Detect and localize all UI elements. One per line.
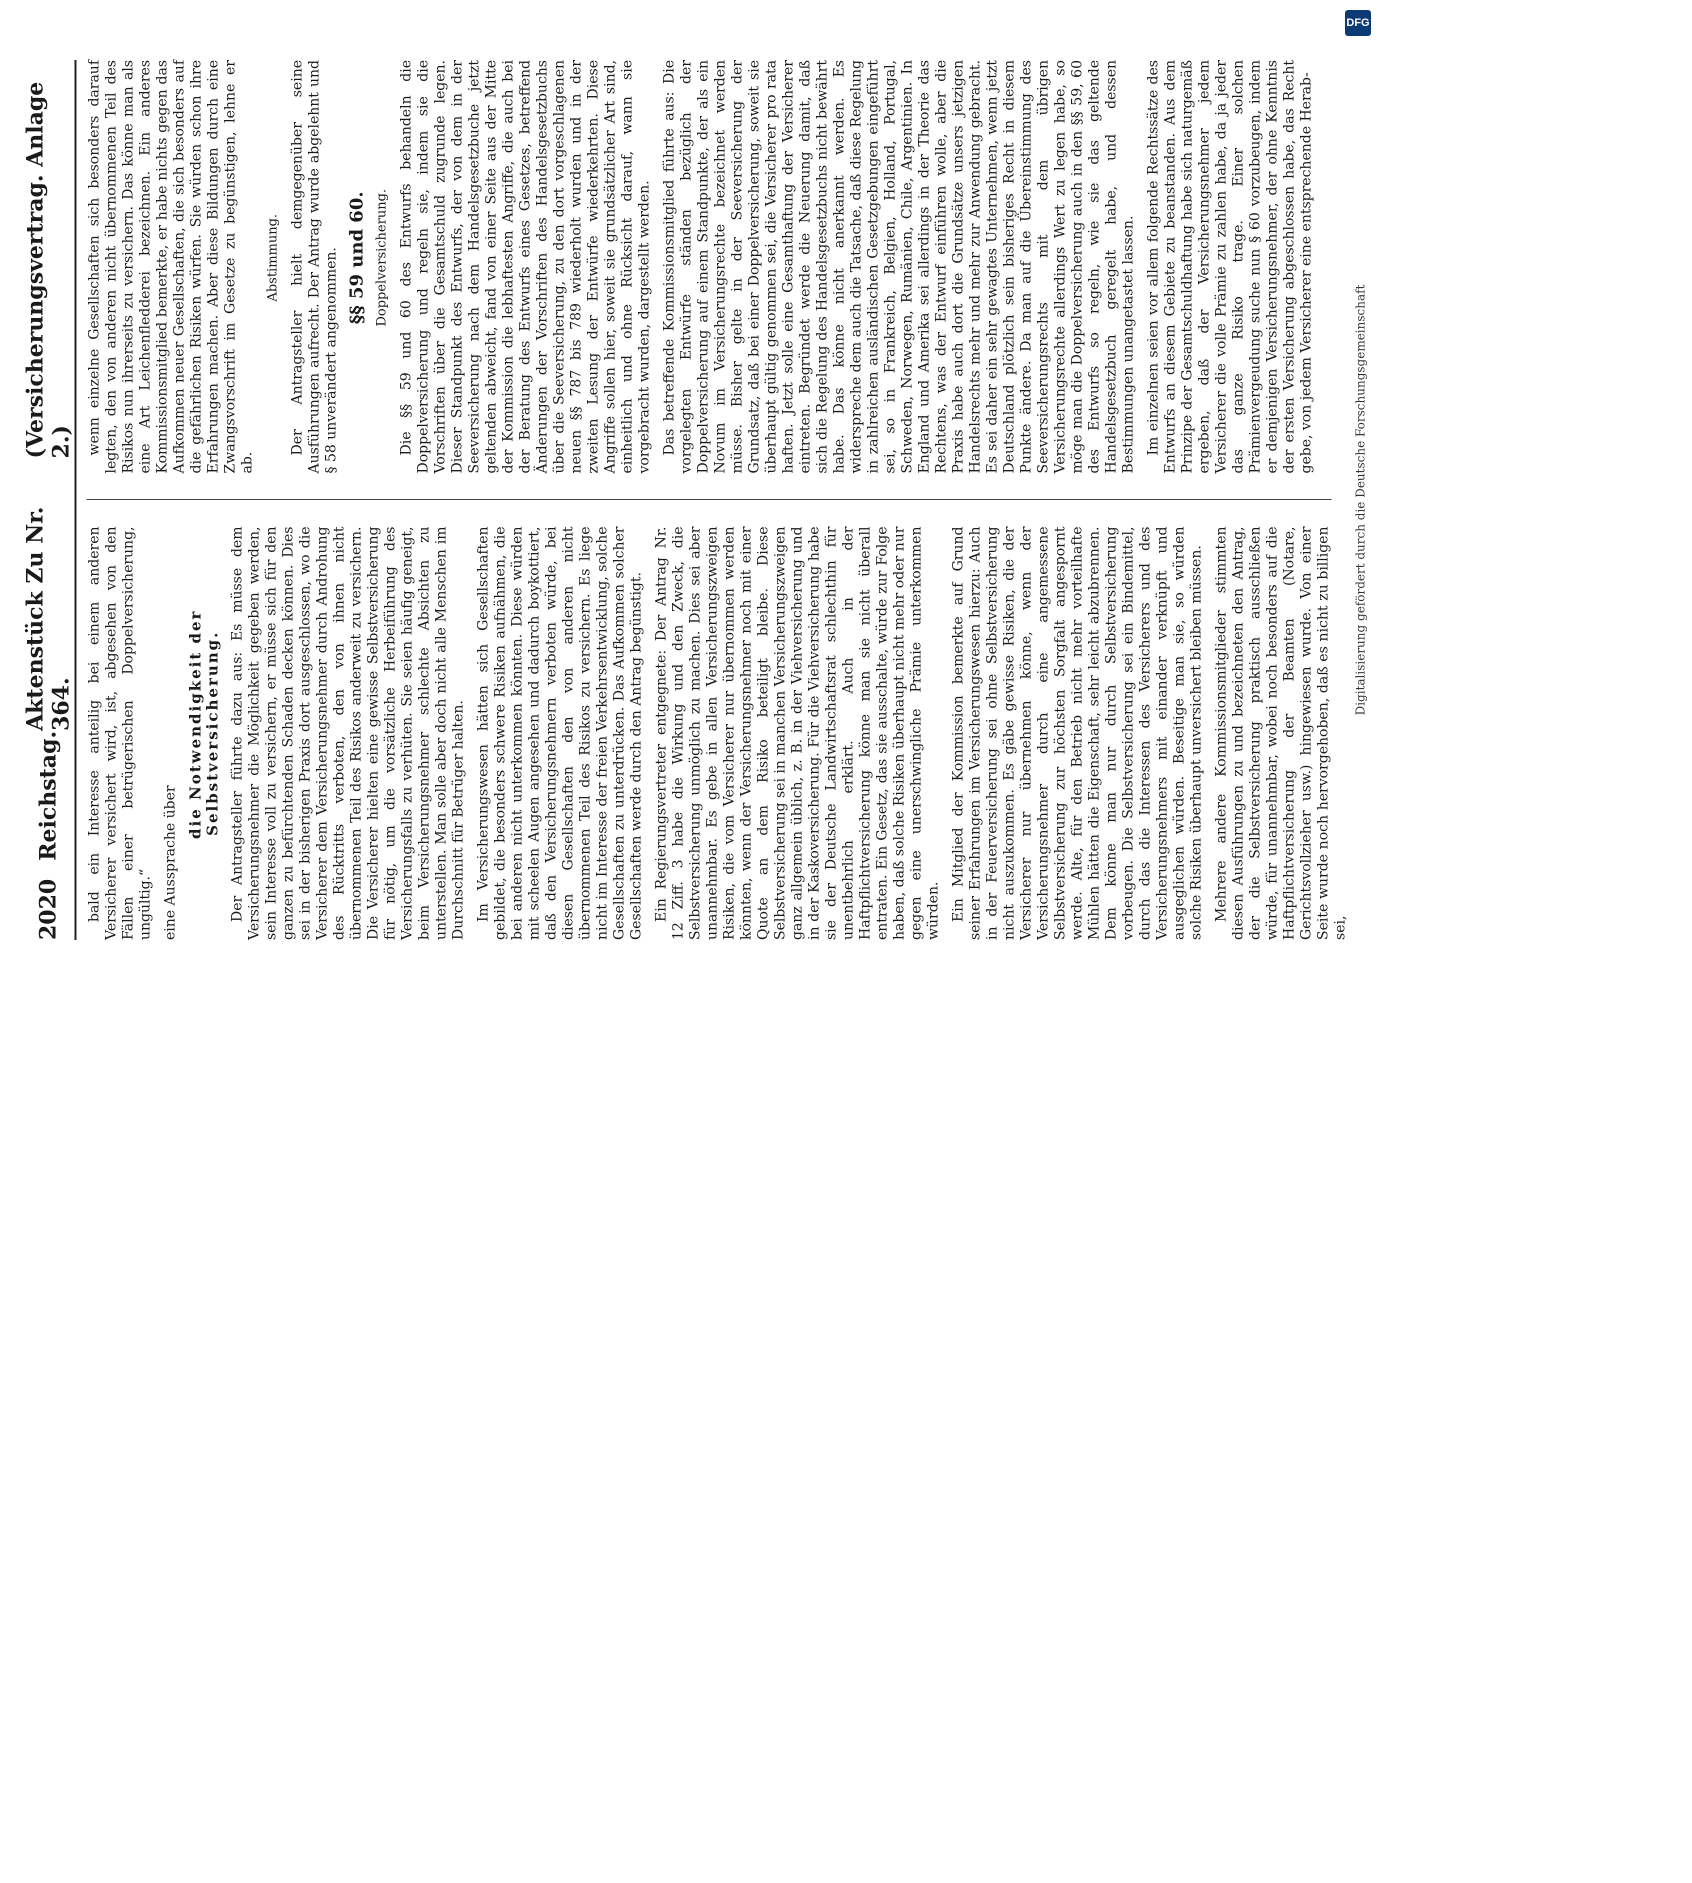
- page-number: 2020: [35, 878, 61, 940]
- header-left-label: Reichstag.: [35, 730, 61, 861]
- left-para: bald ein Interesse anteilig bei einem anderen Versicherer versichert wird, ist, abgesehen von den Fällen einer betrügerischen Doppelversicherung, ungültig.“: [86, 526, 153, 940]
- right-para: wenn einzelne Gesellschaften sich besonders darauf legten, den von anderen nicht übernommenen Teil des Risikos nun ihrerseits zu versichern. Das könne man als eine Art Leichenfledderei bezeichnen. Ein anderes Kommissionsmitglied bemerkte, er habe nichts gegen das Aufkommen neuer Gesellschaften, die sich besonders auf die gefährlichen Risiken würfen. Sie würden schon ihre Erfahrungen machen. Aber diese Bildungen durch eine Zwangsvorschrift im Gesetze zu begünstigen, lehne er ab.: [86, 60, 255, 474]
- subsection-heading: Doppelversicherung.: [374, 188, 389, 327]
- header-rule: [74, 60, 76, 940]
- text-columns: [86, 60, 1348, 940]
- header-right-label: (Versicherungsvertrag. Anlage 2.): [22, 81, 74, 459]
- page-header: [22, 60, 74, 940]
- right-column: [86, 60, 1331, 474]
- section-heading: die Notwendigkeit der Selbstversicherung.: [186, 609, 221, 839]
- right-para: Im einzelnen seien vor allem folgende Rechtssätze des Entwurfs an diesem Gebiete zu beanstanden. Aus dem Prinzipe der Gesamtschuldhaftung habe sich naturgemäß ergeben, daß der Versicherungsnehmer jedem Versicherer die volle Prämie zu zahlen habe, da ja jeder das ganze Risiko trage. Einer solchen Prämienvergeudung suche nun § 60 vorzubeugen, indem er demjenigen Versicherungsnehmer, der ohne Kenntnis der ersten Versicherung abgeschlossen habe, das Recht gebe, von jedem Versicherer eine entsprechende Herab-: [1145, 60, 1314, 474]
- left-column: [86, 526, 1348, 941]
- left-para: Ein Regierungsvertreter entgegnete: Der Antrag Nr. 12 Ziff. 3 habe die Wirkung und den Zweck, die Selbstversicherung unmöglich zu machen. Dies sei aber unannehmbar. Es gebe in allen Versicherungszweigen Risiken, die vom Versicherer nur übernommen werden könnten, wenn der Versicherungsnehmer noch mit einer Quote an dem Risiko beteiligt bleibe. Diese Selbstversicherung sei in manchen Versicherungszweigen ganz allgemein üblich, z. B. in der Viehversicherung und in der Kaskoversicherung. Für die Viehversicherung habe sie der Deutsche Landwirtschaftsrat schlechthin für unentbehrlich erklärt. Auch in der Haftpflichtversicherung könne man sie nicht überall entraten. Ein Gesetz, das sie ausschalte, würde zur Folge haben, daß solche Risiken überhaupt nicht mehr oder nur gegen eine unerschwingliche Prämie unterkommen würden.: [653, 526, 941, 940]
- left-para: Mehrere andere Kommissionsmitglieder stimmten diesen Ausführungen zu und bezeichneten den Antrag, der die Selbstversicherung praktisch ausschließen würde, für unannehmbar, wobei noch besonders auf die Haftpflichtversicherung der Beamten (Notare, Gerichtsvollzieher usw.) hingewiesen wurde. Von einer Seite wurde noch hervorgehoben, daß es nicht zu billigen sei,: [1213, 526, 1348, 940]
- vote-heading: Abstimmung.: [265, 213, 280, 302]
- left-para: Ein Mitglied der Kommission bemerkte auf Grund seiner Erfahrungen im Versicherungswesen hierzu: Auch in der Feuerversicherung sei ohne Selbstversicherung nicht auszukommen. Es gäbe gewisse Risiken, die der Versicherer nur übernehmen könne, wenn der Versicherungsnehmer durch eine angemessene Selbstversicherung zur höchsten Sorgfalt angespornt werde. Alte, für den Betrieb nicht mehr vorteilhafte Mühlen hätten die Eigenschaft, sehr leicht abzubrennen. Dem könne man nur durch Selbstversicherung vorbeugen. Die Selbstversicherung sei ein Bindemittel, durch das die Interessen des Versicherers und des Versicherungsnehmers mit einander verknüpft und ausgeglichen würden. Beseitige man sie, so würden solche Risiken überhaupt unversichert bleiben müssen.: [950, 526, 1204, 940]
- column-divider: [86, 500, 1331, 501]
- left-para: Im Versicherungswesen hätten sich Gesellschaften gebildet, die besonders schwere Risiken aufnähmen, die bei anderen nicht unterkommen könnten. Diese würden mit scheelen Augen angesehen und dadurch boykottiert, daß den Versicherungsnehmern verboten würde, bei diesen Gesellschaften den von anderen nicht übernommenen Teil des Risikos zu versichern. Es liege nicht im Interesse der freien Verkehrsentwicklung, solche Gesellschaften zu unterdrücken. Das Aufkommen solcher Gesellschaften werde durch den Antrag begünstigt.: [475, 526, 644, 940]
- right-para: Das betreffende Kommissionsmitglied führte aus: Die vorgelegten Entwürfe ständen bezüglich der Doppelversicherung auf einem Standpunkte, der als ein Novum im Versicherungsrechte bezeichnet werden müsse. Bisher gelte in der Seeversicherung der Grundsatz, daß bei einer Doppelversicherung, soweit sie überhaupt gültig genommen sei, die Versicherer pro rata haften. Jetzt solle eine Gesamthaftung der Versicherer eintreten. Begründet werde die Neuerung damit, daß sich die Regelung des Handelsgesetzbuchs nicht bewährt habe. Das könne nicht anerkannt werden. Es widerspreche dem auch die Tatsache, daß diese Regelung in zahlreichen ausländischen Gesetzgebungen eingeführt sei, so in Frankreich, Belgien, Holland, Portugal, Schweden, Norwegen, Rumänien, Chile, Argentinien. In England und Amerika sei allerdings in der Theorie das Rechtens, was der Entwurf einführen wolle, aber die Praxis habe auch dort die Grundsätze unsers jetzigen Handelsrechts mehr und mehr zur Anwendung gebracht. Es sei daher ein sehr gewagtes Unternehmen, wenn jetzt Deutschland plötzlich sein bisheriges Recht in diesem Punkte ändere. Da man auf die Übereinstimmung des Seeversicherungsrechts mit dem übrigen Versicherungsrechte allerdings Wert zu legen habe, so möge man die Doppelversicherung auch in den §§ 59, 60 des Entwurfs so regeln, wie sie das geltende Handelsgesetzbuch geregelt habe, und dessen Bestimmungen unangetastet lassen.: [661, 60, 1136, 474]
- dfg-logo: DFG: [1345, 10, 1371, 36]
- side-note: Digitalisierung gefördert durch die Deutsche Forschungsgemeinschaft: [1353, 284, 1367, 716]
- right-para: Der Antragsteller hielt demgegenüber seine Ausführungen aufrecht. Der Antrag wurde abgelehnt und § 58 unverändert angenommen.: [289, 60, 339, 474]
- left-para: Der Antragsteller führte dazu aus: Es müsse dem Versicherungsnehmer die Möglichkeit gegeben werden, sein Interesse voll zu versichern, er müsse sich für den ganzen zu befürchtenden Schaden decken können. Dies sei in der bisherigen Praxis dort ausgeschlossen, wo die Versicherer dem Versicherungsnehmer durch Androhung des Rücktritts verboten, den von ihnen nicht übernommenen Teil des Risikos anderweit zu versichern. Die Versicherer hielten eine gewisse Selbstversicherung für nötig, um die vorsätzliche Herbeiführung des Versicherungsfalls zu verhüten. Sie seien häufig geneigt, beim Versicherungsnehmer schlechte Absichten zu unterstellen. Man solle aber doch nicht alle Menschen im Durchschnitt für Betrüger halten.: [229, 526, 466, 940]
- left-para: eine Aussprache über: [162, 785, 178, 940]
- right-para: Die §§ 59 und 60 des Entwurfs behandeln die Doppelversicherung und regeln sie, indem sie die Vorschriften über die Gesamtschuld zugrunde legen. Dieser Standpunkt des Entwurfs, der von dem in der Seeversicherung nach dem Handelsgesetzbuche jetzt geltenden abweicht, fand von einer Seite aus der Mitte der Kommission die lebhaftesten Angriffe, die auch bei der Beratung des Entwurfs eines Gesetzes, betreffend Änderungen der Vorschriften des Handelsgesetzbuchs über die Seeversicherung, zu den dort vorgeschlagenen neuen §§ 787 bis 789 wiederholt wurden und in der zweiten Lesung der Entwürfe wiederkehrten. Diese Angriffe sollen hier, soweit sie grundsätzlicher Art sind, einheitlich und ohne Rücksicht darauf, wann sie vorgebracht wurden, dargestellt werden.: [398, 60, 652, 474]
- header-center-label: Aktenstück Zu Nr. 364.: [22, 506, 74, 731]
- document-page: [22, 60, 1692, 1883]
- section-heading: §§ 59 und 60.: [346, 191, 367, 325]
